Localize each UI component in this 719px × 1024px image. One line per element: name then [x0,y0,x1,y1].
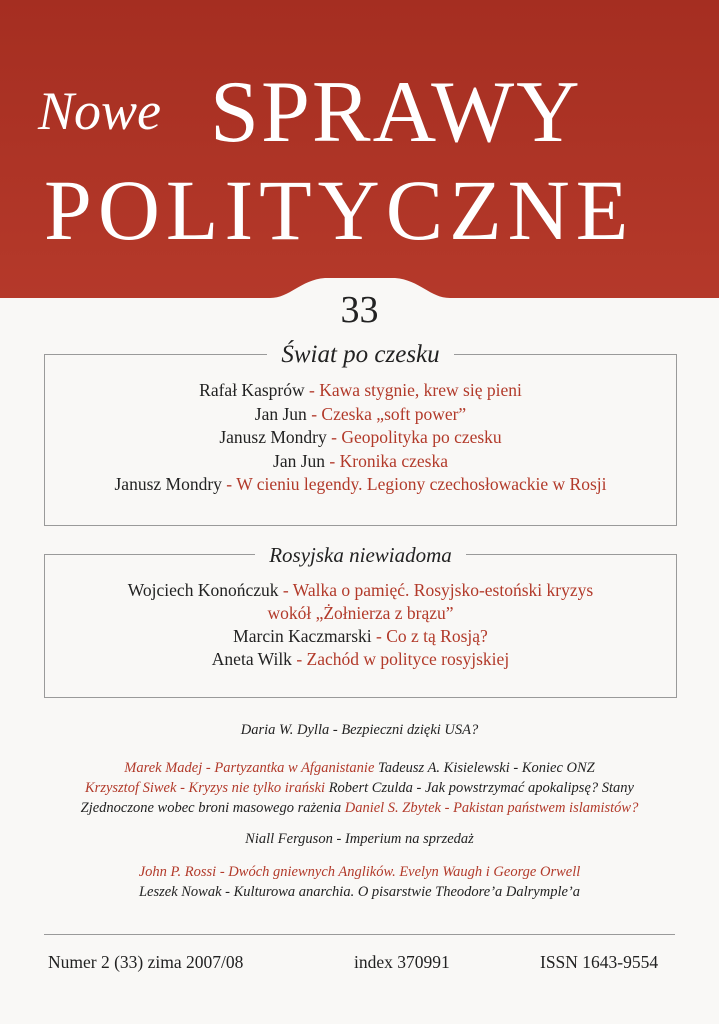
title-polityczne: POLITYCZNE [44,162,635,258]
section-title: Rosyjska niewiadoma [45,543,676,568]
toc-entry: Wojciech Konończuk - Walka o pamięć. Rosyjsko-estoński kryzys [127,580,594,600]
toc-entry: Janusz Mondry - W cieniu legendy. Legiony czechosłowackie w Rosji [114,474,607,494]
section-box-czech [44,341,677,526]
article-line: Niall Ferguson - Imperium na sprzedaż [245,831,474,847]
toc-entry: Marcin Kaczmarski - Co z tą Rosją? [233,626,488,646]
section-entries [45,579,676,671]
section-title: Świat po czesku [45,341,676,369]
article-line: Zjednoczone wobec broni masowego rażenia Daniel S. Zbytek - Pakistan państwem islamistów? [80,800,639,816]
issn: ISSN 1643-9554 [540,952,659,972]
toc-entry: Aneta Wilk - Zachód w polityce rosyjskiej [211,649,510,669]
toc-entry: Janusz Mondry - Geopolityka po czesku [219,427,502,447]
section-box-russia [44,543,677,698]
article-line: Krzysztof Siwek - Kryzys nie tylko irański Robert Czulda - Jak powstrzymać apokalipsę? Stany [85,780,634,796]
toc-entry: Rafał Kasprów - Kawa stygnie, krew się pieni [199,380,522,400]
article-line: John P. Rossi - Dwóch gniewnych Anglików. Evelyn Waugh i George Orwell [138,864,581,880]
footer-divider [44,934,675,935]
index-number: index 370991 [354,952,450,972]
cover-header [0,0,719,310]
toc-entry: Jan Jun - Czeska „soft power” [254,403,467,424]
article-line: Marek Madej - Partyzantka w Afganistanie Tadeusz A. Kisielewski - Koniec ONZ [124,760,595,776]
title-nowe: Nowe [38,81,162,141]
issue-info: Numer 2 (33) zima 2007/08 [48,952,244,972]
article-line: Daria W. Dylla - Bezpieczni dzięki USA? [240,722,479,738]
title-sprawy: SPRAWY [210,64,582,161]
toc-entry-continued: wokół „Żołnierza z brązu” [267,603,454,623]
toc-entry: Jan Jun - Kronika czeska [273,450,448,471]
article-line: Leszek Nowak - Kulturowa anarchia. O pisarstwie Theodore’a Dalrymple’a [138,884,581,900]
issue-number: 33 [340,289,379,331]
section-entries [45,379,676,497]
